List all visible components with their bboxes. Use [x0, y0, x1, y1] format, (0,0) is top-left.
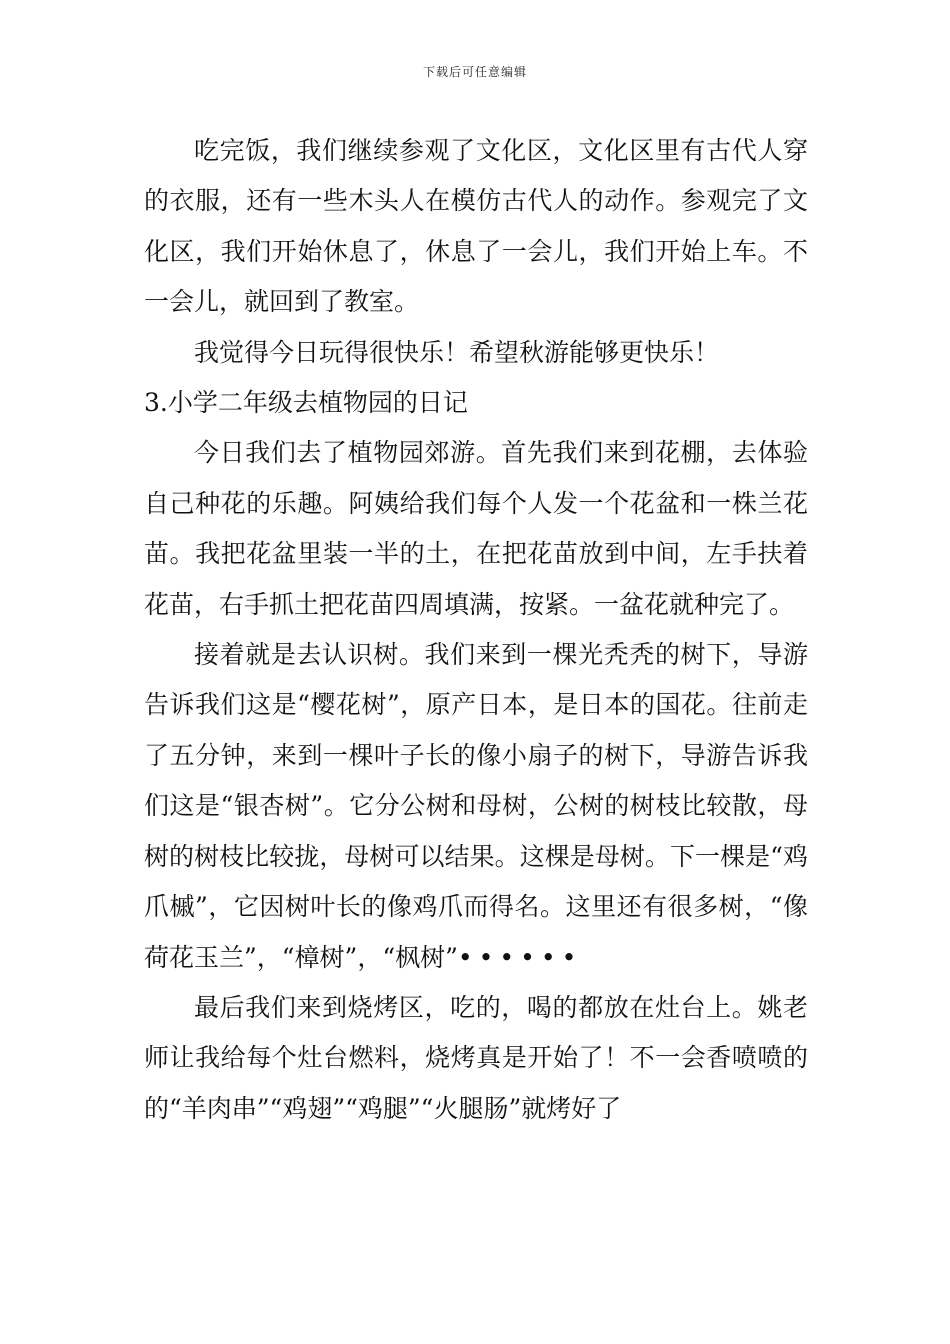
paragraph-flower-shed: 今日我们去了植物园郊游。首先我们来到花棚，去体验自己种花的乐趣。阿姨给我们每个人发一个花盆和一株兰花苗。我把花盆里装一半的土，在把花苗放到中间，左手扶着花苗，右手抓土把花苗四周填满，按紧。一盆花就种完了。: [144, 438, 808, 619]
section-heading: 3.小学二年级去植物园的日记: [144, 388, 468, 418]
paragraph-happy: 我觉得今日玩得很快乐！希望秋游能够更快乐！: [194, 337, 720, 367]
paragraph-trees: [144, 630, 808, 983]
ellipsis-dots: ••••••: [457, 942, 583, 972]
paragraph-culture-area: 吃完饭，我们继续参观了文化区，文化区里有古代人穿的衣服，还有一些木头人在模仿古代人的动作。参观完了文化区，我们开始休息了，休息了一会儿，我们开始上车。不一会儿，就回到了教室。: [144, 136, 808, 317]
document-body: [144, 126, 808, 1134]
paragraph-barbecue: 最后我们来到烧烤区，吃的，喝的都放在灶台上。姚老师让我给每个灶台燃料，烧烤真是开始了！不一会香喷喷的的“羊肉串”“鸡翅”“鸡腿”“火腿肠”就烤好了: [144, 992, 808, 1123]
page-header-note: 下载后可任意编辑: [422, 65, 527, 79]
paragraph-trees-text: 接着就是去认识树。我们来到一棵光秃秃的树下，导游告诉我们这是“樱花树”，原产日本，是日本的国花。往前走了五分钟，来到一棵叶子长的像小扇子的树下，导游告诉我们这是“银杏树”。它分公树和母树，公树的树枝比较散，母树的树枝比较拢，母树可以结果。这棵是母树。下一棵是“鸡爪槭”，它因树叶长的像鸡爪而得名。这里还有很多树，“像荷花玉兰”，“樟树”，“枫树”: [144, 640, 808, 972]
